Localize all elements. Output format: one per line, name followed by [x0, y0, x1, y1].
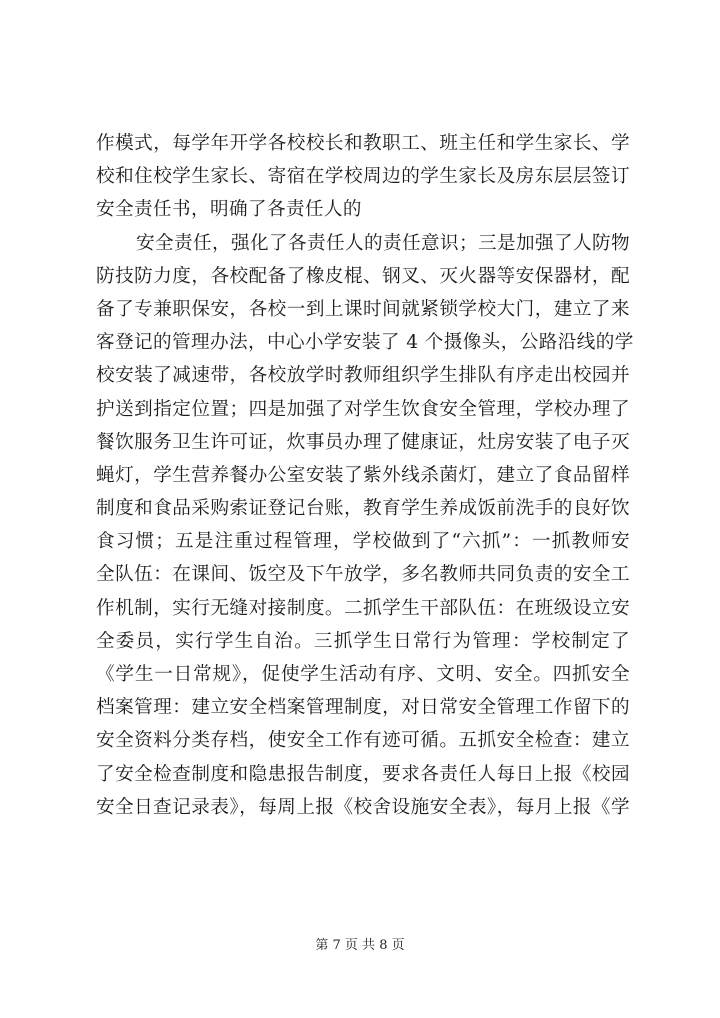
- text-line: 档案管理：建立安全档案管理制度，对日常安全管理工作留下的: [96, 697, 630, 719]
- text-line: 客登记的管理办法，中心小学安装了 4 个摄像头，公路沿线的学: [96, 332, 634, 354]
- text-line: 《学生一日常规》，促使学生活动有序、文明、安全。四抓安全: [96, 664, 630, 685]
- text-line: 安全日查记录表》，每周上报《校舍设施安全表》，每月上报《学: [96, 796, 630, 818]
- text-line: 作机制，实行无缝对接制度。二抓学生干部队伍：在班级设立安: [96, 597, 630, 619]
- text-line: 校安装了减速带，各校放学时教师组织学生排队有序走出校园并: [96, 365, 630, 387]
- text-line: 安全资料分类存档，使安全工作有迹可循。五抓安全检查：建立: [96, 730, 630, 752]
- text-line: 作模式，每学年开学各校校长和教职工、班主任和学生家长、学: [96, 133, 630, 154]
- text-line: 备了专兼职保安，各校一到上课时间就紧锁学校大门，建立了来: [96, 298, 630, 320]
- text-line: 防技防力度，各校配备了橡皮棍、钢叉、灭火器等安保器材，配: [96, 265, 630, 287]
- text-line: 安全责任书，明确了各责任人的: [96, 199, 362, 221]
- paragraph-first-line: 安全责任，强化了各责任人的责任意识；三是加强了人防物: [136, 232, 630, 254]
- text-line: 蝇灯，学生营养餐办公室安装了紫外线杀菌灯，建立了食品留样: [96, 464, 630, 486]
- text-line: 制度和食品采购索证登记台账，教育学生养成饭前洗手的良好饮: [96, 498, 630, 520]
- body-text: [96, 127, 634, 824]
- text-line: 食习惯；五是注重过程管理，学校做到了“六抓”：一抓教师安: [96, 531, 630, 553]
- page-number-footer: 第 7 页 共 8 页: [315, 938, 405, 953]
- text-line: 餐饮服务卫生许可证，炊事员办理了健康证，灶房安装了电子灭: [96, 431, 630, 453]
- text-line: 全队伍：在课间、饭空及下午放学，多名教师共同负责的安全工: [96, 564, 630, 586]
- text-line: 校和住校学生家长、寄宿在学校周边的学生家长及房东层层签订: [96, 166, 630, 188]
- text-line: 全委员，实行学生自治。三抓学生日常行为管理：学校制定了: [96, 630, 630, 652]
- text-line: 了安全检查制度和隐患报告制度，要求各责任人每日上报《校园: [96, 763, 630, 785]
- text-line: 护送到指定位置；四是加强了对学生饮食安全管理，学校办理了: [96, 398, 630, 420]
